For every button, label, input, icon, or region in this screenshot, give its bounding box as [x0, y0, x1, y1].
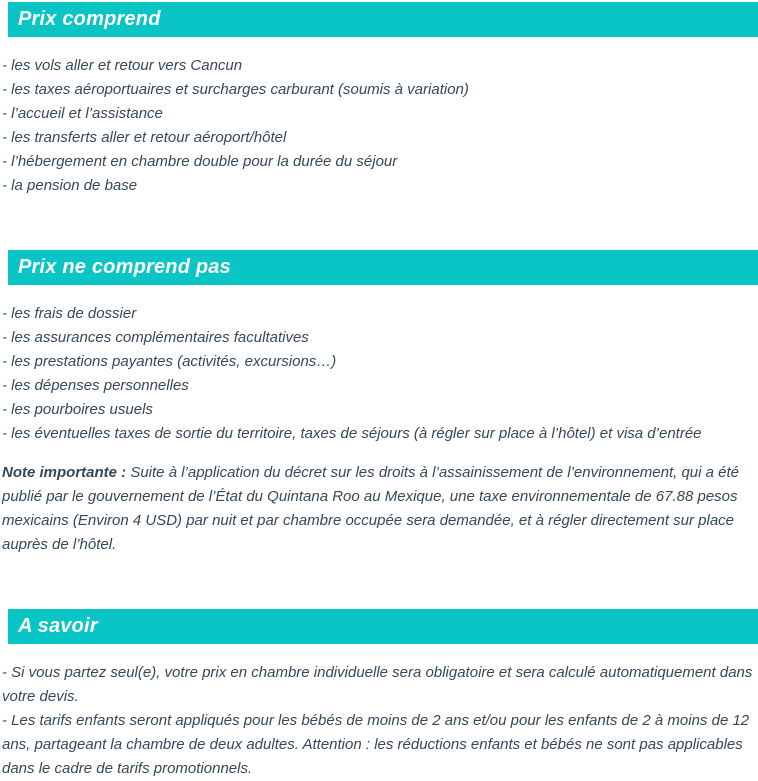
section-prix-comprend: [0, 2, 758, 198]
section-body: [0, 285, 758, 557]
section-header-prix-comprend: [8, 2, 758, 37]
list-item: - les frais de dossier: [2, 305, 137, 322]
section-header-prix-ne-comprend-pas: [8, 250, 758, 285]
section-body: [0, 644, 758, 781]
info-paragraph: - Si vous partez seul(e), votre prix en chambre individuelle sera obligatoire et sera calculé automatiquement dans votre devis.: [2, 664, 753, 705]
list-item: - les vols aller et retour vers Cancun: [2, 57, 243, 74]
list-item: - les dépenses personnelles: [2, 377, 189, 394]
section-prix-ne-comprend-pas: [0, 250, 758, 557]
list-item: - les prestations payantes (activités, excursions…): [2, 353, 337, 370]
section-header-a-savoir: [8, 609, 758, 644]
list-item: - les transferts aller et retour aéroport/hôtel: [2, 129, 287, 146]
section-body: [0, 37, 758, 198]
info-paragraph: - Les tarifs enfants seront appliqués pour les bébés de moins de 2 ans et/ou pour les enfants de 2 à moins de 12 ans, partageant la chambre de deux adultes. Attention : les réductions enfants et bébés ne sont pas applicables dans le cadre de tarifs promotionnels.: [2, 712, 750, 777]
section-title: A savoir: [18, 615, 98, 637]
important-note-label: Note importante :: [2, 464, 127, 481]
list-item: - les éventuelles taxes de sortie du territoire, taxes de séjours (à régler sur place à l’hôtel) et visa d’entrée: [2, 425, 702, 442]
section-a-savoir: [0, 609, 758, 781]
list-item: - l’accueil et l’assistance: [2, 105, 163, 122]
list-item: - la pension de base: [2, 177, 138, 194]
list-item: - les taxes aéroportuaires et surcharges carburant (soumis à variation): [2, 81, 469, 98]
section-title: Prix comprend: [18, 8, 161, 30]
list-item: - les pourboires usuels: [2, 401, 153, 418]
list-item: - l’hébergement en chambre double pour la durée du séjour: [2, 153, 398, 170]
important-note-text: Suite à l’application du décret sur les droits à l’assainissement de l’environnement, qui a été publié par le gouvernement de l’État du Quintana Roo au Mexique, une taxe environnementale de 67.88 pesos mexicains (Environ 4 USD) par nuit et par chambre occupée sera demandée, et à régler directement sur place auprès de l’hôtel.: [2, 464, 740, 553]
list-item: - les assurances complémentaires facultatives: [2, 329, 309, 346]
important-note: [2, 461, 754, 557]
section-title: Prix ne comprend pas: [18, 256, 231, 278]
